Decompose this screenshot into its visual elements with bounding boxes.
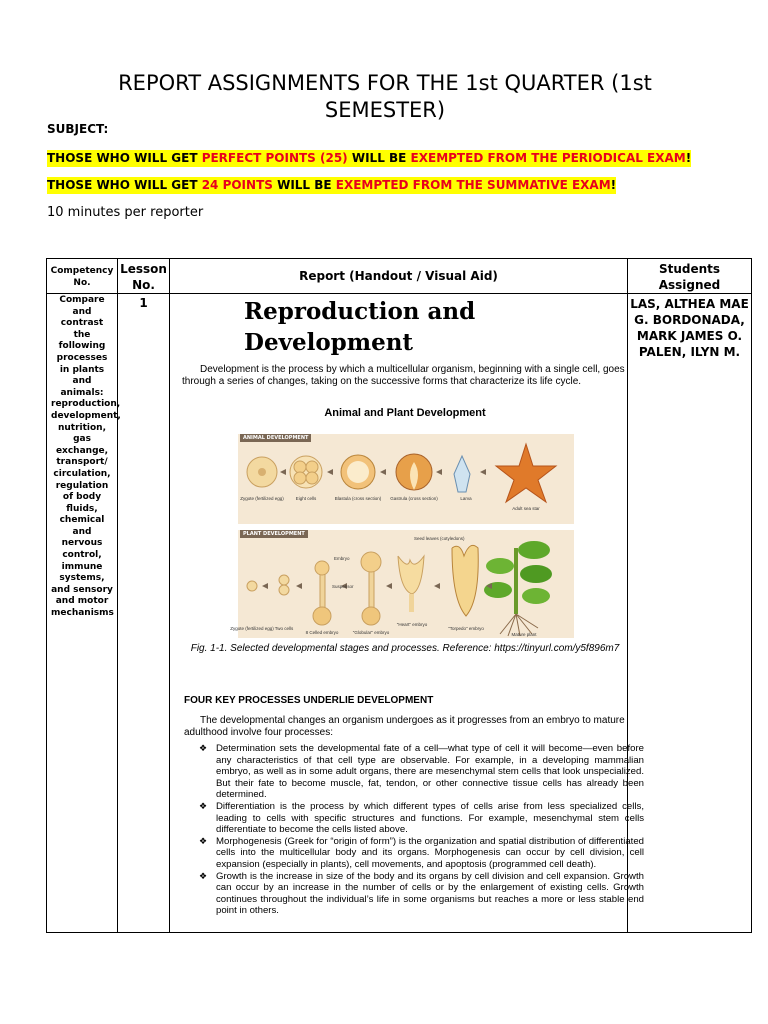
plant-stage-label: "Torpedo" embryo	[448, 626, 484, 631]
plant-side-label: Suspensor	[332, 584, 354, 589]
handout-intro: Development is the process by which a multicellular organism, beginning with a single cell, goes through a series of changes, taking on the successive forms that characterize its life cycle.	[182, 364, 625, 387]
diamond-bullet-icon: ❖	[199, 800, 208, 811]
process-list	[184, 743, 644, 917]
header-report: Report (Handout / Visual Aid)	[170, 259, 628, 294]
bullet-text: Morphogenesis (Greek for “origin of form”) is the organization and spatial distribution of differentiated cells into the multicellular body and its organs. Morphogenesis can occur by cell division, cell expansion (especially in plants), cell movements, and apoptosis (programmed cell death).	[216, 835, 644, 870]
table-row	[47, 294, 752, 933]
list-item	[199, 743, 644, 801]
plant-side-label: Seed leaves (cotyledons)	[414, 536, 465, 541]
notice-highlight: EXEMPTED FROM THE PERIODICAL EXAM	[410, 151, 686, 165]
notice-24-points	[47, 177, 616, 194]
minutes-note: 10 minutes per reporter	[47, 205, 204, 220]
animal-stage-label: Eight cells	[295, 496, 317, 501]
document-title: REPORT ASSIGNMENTS FOR THE 1st QUARTER (1st SEMESTER)	[118, 71, 652, 122]
handout-image	[170, 294, 644, 932]
notice-text: THOSE WHO WILL GET	[47, 178, 202, 192]
plant-stage-label: "Globular" embryo	[352, 630, 390, 635]
section-intro: The developmental changes an organism undergoes as it progresses from an embryo to mature adulthood involve four processes:	[184, 715, 625, 738]
bullet-text: Growth is the increase in size of the body and its organs by cell division and cell expansion. Growth can occur by an increase in the number of cells or by the enlargement of existing cells. Growth continues throughout the individual’s life in some organisms but reaches a more or less stable end point in others.	[216, 870, 644, 917]
notice-highlight: EXEMPTED FROM THE SUMMATIVE EXAM	[335, 178, 611, 192]
diamond-bullet-icon: ❖	[199, 835, 208, 846]
notice-text: THOSE WHO WILL GET	[47, 151, 202, 165]
diamond-bullet-icon: ❖	[199, 743, 208, 753]
animal-panel-tag: ANIMAL DEVELOPMENT	[240, 434, 311, 442]
subject-label: SUBJECT:	[47, 122, 109, 136]
animal-stages-illustration	[238, 434, 574, 524]
handout-title: Reproduction and Development	[244, 298, 476, 356]
diamond-bullet-icon: ❖	[199, 870, 208, 881]
plant-development-panel	[230, 530, 574, 638]
report-cell	[170, 294, 644, 933]
figure-caption: Fig. 1-1. Selected developmental stages and processes. Reference: https://tinyurl.com/y5f896m7	[190, 643, 620, 654]
plant-stages-illustration	[230, 530, 574, 638]
header-lesson: Lesson No.	[118, 259, 170, 294]
plant-stage-label: "Heart" embryo	[396, 622, 428, 627]
notice-text: !	[610, 178, 617, 192]
figure-title: Animal and Plant Development	[324, 407, 486, 419]
animal-stage-label: Adult sea star	[512, 506, 540, 511]
students-cell: LAS, ALTHEA MAE G. BORDONADA, MARK JAMES O. PALEN, ILYN M.	[628, 294, 752, 933]
header-competency: Competency No.	[47, 259, 118, 294]
plant-panel-tag: PLANT DEVELOPMENT	[240, 530, 308, 538]
animal-stage-label: Blastula (cross section)	[334, 496, 382, 501]
animal-stage-label: Zygote (fertilized egg)	[240, 496, 284, 501]
plant-stage-label: Mature plant	[511, 632, 537, 637]
table-header-row	[47, 259, 752, 294]
list-item	[199, 835, 644, 871]
plant-stage-label: Two cells	[274, 626, 294, 631]
notice-text: WILL BE	[272, 178, 336, 192]
notice-perfect-points	[47, 150, 691, 167]
plant-side-label: Embryo	[334, 556, 350, 561]
notice-text: !	[685, 151, 692, 165]
bullet-text: Determination sets the developmental fate of a cell—what type of cell it will become—even before any characteristics of that cell type are observable. For example, in a developing mammalian embryo, as well as in some adult organs, there are mesenchymal stem cells that look unspecialized. But their fate to become muscle, fat, tendon, or other connective tissue cells has already been determined.	[216, 743, 644, 801]
notice-highlight: PERFECT POINTS (25)	[201, 151, 348, 165]
notice-highlight: 24 POINTS	[201, 178, 273, 192]
competency-cell: Compare and contrast the following processes in plants and animals: reproduction, development, nutrition, gas exchange, transport/ circulation, regulation of body fluids, chemical and nervous control, immune systems, and sensory and motor mechanisms	[47, 294, 118, 933]
animal-development-panel	[238, 434, 574, 524]
animal-stage-label: Gastrula (cross section)	[390, 496, 438, 501]
header-students: Students Assigned	[628, 259, 752, 294]
plant-stage-label: 8 Celled embryo	[305, 630, 339, 635]
animal-stage-label: Larva	[460, 496, 472, 501]
list-item	[199, 870, 644, 917]
section-heading: FOUR KEY PROCESSES UNDERLIE DEVELOPMENT	[184, 695, 434, 706]
plant-stage-label: Zygote (fertilized egg)	[230, 626, 274, 631]
notice-text: WILL BE	[347, 151, 411, 165]
report-table	[46, 258, 752, 933]
bullet-text: Differentiation is the process by which different types of cells arise from less specialized cells, leading to cells with specific structures and functions. For example, mesenchymal stem cells differentiate to become the cells listed above.	[216, 800, 644, 836]
lesson-cell: 1	[118, 294, 170, 933]
list-item	[199, 800, 644, 836]
